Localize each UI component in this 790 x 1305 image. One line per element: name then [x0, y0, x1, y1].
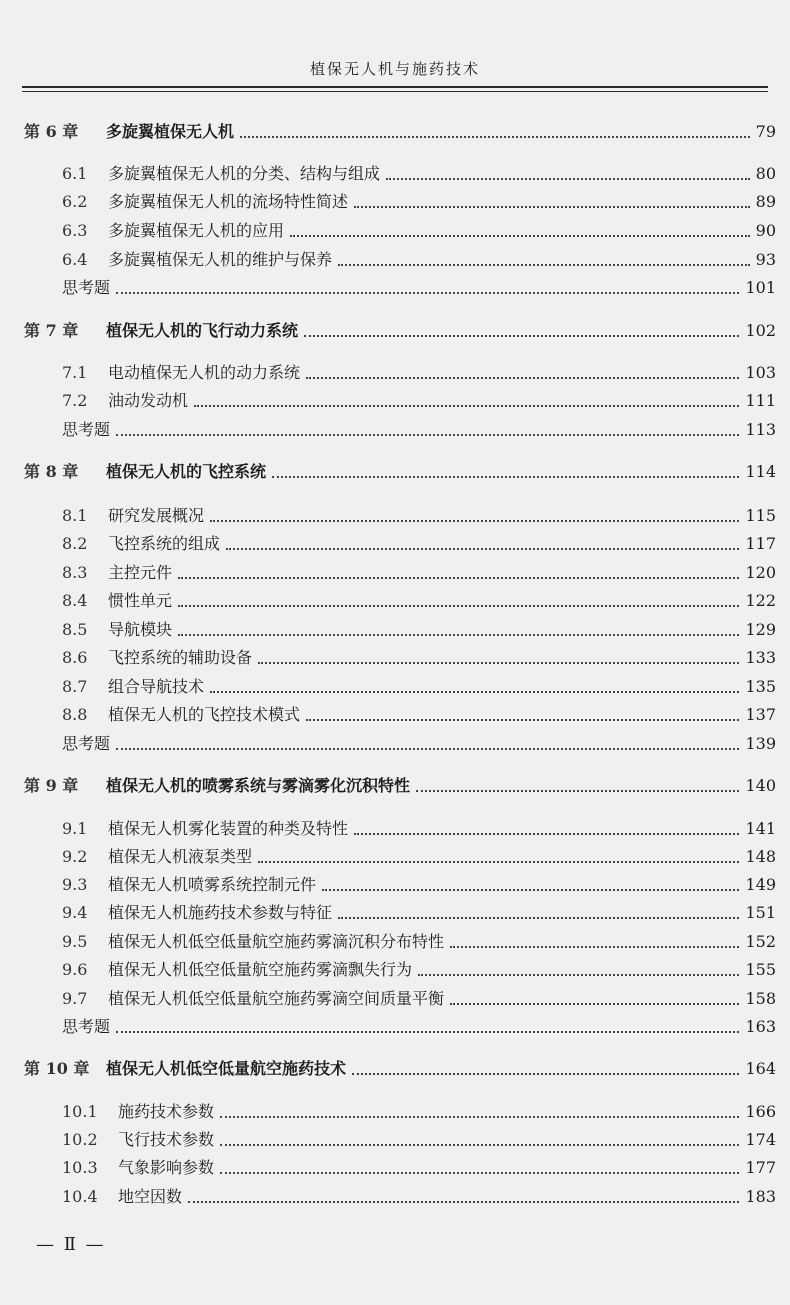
- toc-section-number: 6.1: [62, 164, 88, 183]
- toc-leader-dots: [450, 993, 739, 1005]
- toc-section-row: [62, 563, 776, 583]
- toc-section-number: 8.2: [62, 534, 88, 553]
- toc-page-number: 174: [745, 1130, 776, 1149]
- toc-section-title: 气象影响参数: [118, 1158, 215, 1177]
- toc-leader-dots: [188, 1191, 739, 1203]
- toc-page-number: 129: [745, 620, 776, 639]
- toc-page-number: 141: [745, 819, 776, 838]
- header-rule-thick: [22, 86, 768, 88]
- toc-section-title: 地空因数: [118, 1187, 183, 1206]
- running-header: 植保无人机与施药技术: [309, 60, 480, 78]
- toc-leader-dots: [220, 1134, 739, 1146]
- toc-section-number: 9.3: [62, 875, 88, 894]
- toc-page-number: 79: [755, 122, 776, 141]
- toc-page-number: 183: [745, 1187, 776, 1206]
- toc-leader-dots: [290, 225, 750, 237]
- toc-page-number: 151: [745, 903, 776, 922]
- toc-section-title: 研究发展概况: [108, 506, 205, 525]
- toc-section-row: [62, 960, 776, 980]
- toc-section-number: 8.4: [62, 591, 88, 610]
- toc-section-number: 10.3: [62, 1158, 98, 1177]
- toc-page-number: 148: [745, 847, 776, 866]
- toc-chapter-number: 第 7 章: [24, 321, 79, 340]
- toc-section-row: [62, 1187, 776, 1207]
- toc-page-number: 113: [745, 420, 776, 439]
- toc-leader-dots: [354, 196, 750, 208]
- toc-chapter-number: 第 9 章: [24, 776, 79, 795]
- toc-section-row: [62, 1102, 776, 1122]
- toc-leader-dots: [240, 126, 750, 138]
- toc-section-number: 8.6: [62, 648, 88, 667]
- toc-page-number: 166: [745, 1102, 776, 1121]
- toc-chapter-number: 第 6 章: [24, 122, 79, 141]
- toc-leader-dots: [116, 738, 739, 750]
- toc-page-number: 139: [745, 734, 776, 753]
- toc-section-row: [62, 819, 776, 839]
- toc-section-row: [62, 506, 776, 526]
- toc-exercise-row: [62, 734, 776, 754]
- toc-section-number: 8.7: [62, 677, 88, 696]
- toc-chapter-row: [24, 321, 776, 341]
- toc-section-title: 主控元件: [108, 563, 173, 582]
- toc-leader-dots: [416, 780, 739, 792]
- toc-leader-dots: [354, 823, 739, 835]
- toc-page-number: 135: [745, 677, 776, 696]
- toc-page-number: 117: [745, 534, 776, 553]
- toc-leader-dots: [194, 395, 739, 407]
- toc-page-number: 111: [745, 391, 776, 410]
- toc-chapter-row: [24, 122, 776, 142]
- toc-leader-dots: [386, 168, 750, 180]
- toc-section-title: 电动植保无人机的动力系统: [108, 363, 301, 382]
- toc-leader-dots: [322, 879, 739, 891]
- toc-leader-dots: [178, 567, 739, 579]
- toc-section-number: 9.7: [62, 989, 88, 1008]
- toc-chapter-title: 多旋翼植保无人机: [106, 122, 235, 141]
- toc-section-row: [62, 192, 776, 212]
- toc-leader-dots: [304, 325, 739, 337]
- toc-section-title: 施药技术参数: [118, 1102, 215, 1121]
- toc-leader-dots: [116, 1021, 739, 1033]
- toc-leader-dots: [352, 1063, 739, 1075]
- toc-chapter-number: 第 8 章: [24, 462, 79, 481]
- toc-section-row: [62, 164, 776, 184]
- toc-section-row: [62, 391, 776, 411]
- toc-section-title: 多旋翼植保无人机的分类、结构与组成: [108, 164, 381, 183]
- toc-section-number: 8.8: [62, 705, 88, 724]
- toc-section-title: 植保无人机施药技术参数与特征: [108, 903, 333, 922]
- toc-leader-dots: [258, 652, 739, 664]
- toc-page-number: 155: [745, 960, 776, 979]
- toc-section-number: 9.1: [62, 819, 88, 838]
- toc-page-number: 103: [745, 363, 776, 382]
- toc-page-number: 122: [745, 591, 776, 610]
- toc-section-title: 植保无人机液泵类型: [108, 847, 253, 866]
- toc-section-number: 7.1: [62, 363, 88, 382]
- toc-page-number: 158: [745, 989, 776, 1008]
- toc-exercise-row: [62, 1017, 776, 1037]
- toc-page-number: 133: [745, 648, 776, 667]
- toc-section-row: [62, 620, 776, 640]
- toc-section-row: [62, 903, 776, 923]
- toc-page-number: 137: [745, 705, 776, 724]
- toc-leader-dots: [220, 1106, 739, 1118]
- toc-section-number: 8.1: [62, 506, 88, 525]
- toc-leader-dots: [306, 709, 739, 721]
- toc-section-row: [62, 221, 776, 241]
- toc-leader-dots: [272, 466, 739, 478]
- toc-page-number: 149: [745, 875, 776, 894]
- toc-chapter-title: 植保无人机低空低量航空施药技术: [106, 1059, 347, 1078]
- toc-section-title: 植保无人机雾化装置的种类及特性: [108, 819, 349, 838]
- toc-section-number: 8.3: [62, 563, 88, 582]
- toc-leader-dots: [306, 367, 739, 379]
- toc-leader-dots: [226, 538, 739, 550]
- toc-section-row: [62, 847, 776, 867]
- toc-leader-dots: [210, 681, 739, 693]
- toc-section-title: 油动发动机: [108, 391, 189, 410]
- toc-section-row: [62, 363, 776, 383]
- toc-page-number: 177: [745, 1158, 776, 1177]
- toc-chapter-title: 植保无人机的喷雾系统与雾滴雾化沉积特性: [106, 776, 411, 795]
- toc-leader-dots: [338, 254, 750, 266]
- toc-section-row: [62, 989, 776, 1009]
- header-rule-thin: [22, 91, 768, 92]
- toc-section-number: 6.2: [62, 192, 88, 211]
- toc-section-number: 6.3: [62, 221, 88, 240]
- toc-section-number: 9.2: [62, 847, 88, 866]
- toc-section-number: 9.5: [62, 932, 88, 951]
- toc-section-title: 组合导航技术: [108, 677, 205, 696]
- toc-section-title: 惯性单元: [108, 591, 173, 610]
- toc-exercise-title: 思考题: [62, 420, 111, 439]
- toc-section-row: [62, 932, 776, 952]
- toc-exercise-title: 思考题: [62, 734, 111, 753]
- toc-leader-dots: [210, 510, 739, 522]
- toc-section-row: [62, 677, 776, 697]
- toc-leader-dots: [178, 595, 739, 607]
- toc-page-number: 102: [745, 321, 776, 340]
- toc-section-row: [62, 591, 776, 611]
- toc-page-number: 89: [755, 192, 776, 211]
- toc-page-number: 115: [745, 506, 776, 525]
- toc-exercise-title: 思考题: [62, 278, 111, 297]
- toc-section-number: 10.1: [62, 1102, 98, 1121]
- toc-section-row: [62, 250, 776, 270]
- toc-section-title: 植保无人机的飞控技术模式: [108, 705, 301, 724]
- toc-section-title: 导航模块: [108, 620, 173, 639]
- toc-chapter-row: [24, 462, 776, 482]
- toc-section-title: 植保无人机低空低量航空施药雾滴飘失行为: [108, 960, 413, 979]
- toc-section-row: [62, 705, 776, 725]
- toc-section-title: 多旋翼植保无人机的应用: [108, 221, 285, 240]
- toc-page-number: 101: [745, 278, 776, 297]
- toc-section-number: 6.4: [62, 250, 88, 269]
- toc-page-number: 120: [745, 563, 776, 582]
- toc-section-title: 植保无人机喷雾系统控制元件: [108, 875, 317, 894]
- toc-section-title: 植保无人机低空低量航空施药雾滴沉积分布特性: [108, 932, 445, 951]
- toc-chapter-number: 第 10 章: [24, 1059, 90, 1078]
- toc-leader-dots: [116, 424, 739, 436]
- toc-page-number: 164: [745, 1059, 776, 1078]
- toc-page-number: 152: [745, 932, 776, 951]
- toc-leader-dots: [418, 964, 739, 976]
- toc-section-title: 飞控系统的组成: [108, 534, 221, 553]
- toc-leader-dots: [178, 624, 739, 636]
- toc-chapter-title: 植保无人机的飞控系统: [106, 462, 267, 481]
- toc-page-number: 140: [745, 776, 776, 795]
- toc-chapter-title: 植保无人机的飞行动力系统: [106, 321, 299, 340]
- toc-section-number: 9.4: [62, 903, 88, 922]
- toc-section-title: 飞控系统的辅助设备: [108, 648, 253, 667]
- toc-section-row: [62, 534, 776, 554]
- toc-chapter-row: [24, 1059, 776, 1079]
- page-number-footer: — Ⅱ —: [36, 1234, 106, 1255]
- toc-exercise-title: 思考题: [62, 1017, 111, 1036]
- toc-section-title: 飞行技术参数: [118, 1130, 215, 1149]
- toc-leader-dots: [258, 851, 739, 863]
- toc-section-number: 10.2: [62, 1130, 98, 1149]
- toc-page-number: 80: [755, 164, 776, 183]
- toc-section-title: 多旋翼植保无人机的流场特性简述: [108, 192, 349, 211]
- toc-section-row: [62, 1158, 776, 1178]
- toc-leader-dots: [220, 1162, 739, 1174]
- toc-section-number: 7.2: [62, 391, 88, 410]
- toc-section-row: [62, 875, 776, 895]
- toc-page-number: 114: [745, 462, 776, 481]
- toc-section-title: 多旋翼植保无人机的维护与保养: [108, 250, 333, 269]
- toc-page-number: 93: [755, 250, 776, 269]
- toc-section-row: [62, 648, 776, 668]
- toc-exercise-row: [62, 278, 776, 298]
- toc-section-title: 植保无人机低空低量航空施药雾滴空间质量平衡: [108, 989, 445, 1008]
- toc-leader-dots: [338, 907, 739, 919]
- toc-page-number: 163: [745, 1017, 776, 1036]
- toc-section-number: 9.6: [62, 960, 88, 979]
- toc-section-number: 8.5: [62, 620, 88, 639]
- toc-exercise-row: [62, 420, 776, 440]
- toc-chapter-row: [24, 776, 776, 796]
- toc-page-number: 90: [755, 221, 776, 240]
- toc-section-number: 10.4: [62, 1187, 98, 1206]
- toc-section-row: [62, 1130, 776, 1150]
- toc-leader-dots: [116, 282, 739, 294]
- toc-leader-dots: [450, 936, 739, 948]
